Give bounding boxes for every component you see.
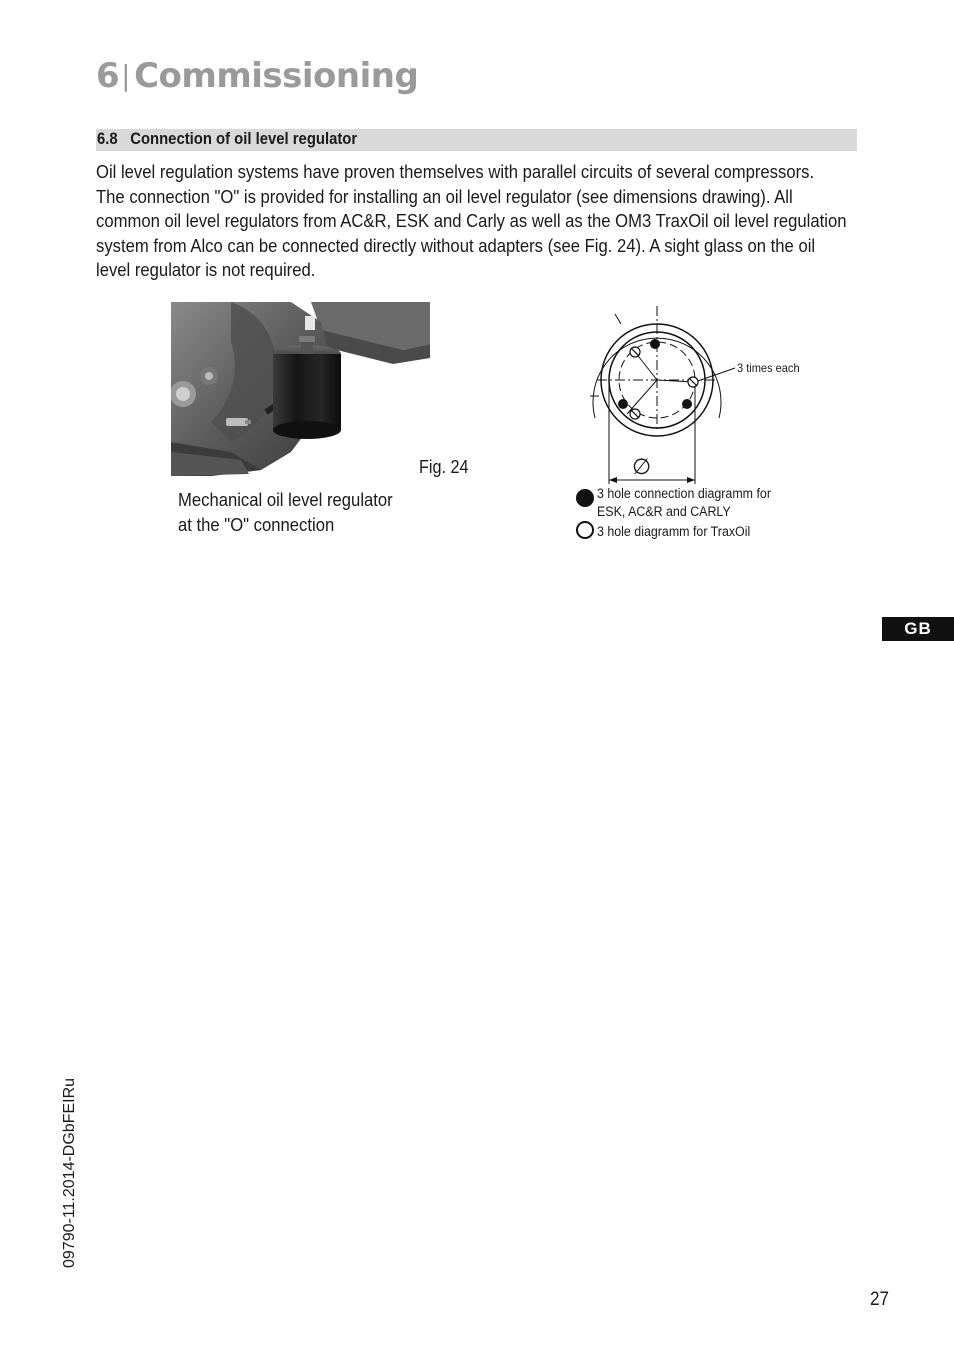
open-circle-icon xyxy=(576,521,594,539)
hole-pattern-diagram xyxy=(585,300,745,486)
document-code: 09790-11.2014-DGbFEIRu xyxy=(61,1077,78,1268)
paragraph-line: common oil level regulators from AC&R, ESK and Carly as well as the OM3 TraxOil oil level regulation xyxy=(96,210,847,232)
compressor-illustration xyxy=(171,302,430,476)
oil-regulator-photo xyxy=(171,302,430,476)
section-heading xyxy=(97,130,357,149)
legend-line: 3 hole connection diagramm for xyxy=(597,486,771,501)
figure-caption xyxy=(178,488,393,537)
paragraph-line: system from Alco can be connected directly without adapters (see Fig. 24). A sight glass on the oil xyxy=(96,234,816,256)
caption-line: at the "O" connection xyxy=(178,513,335,535)
chapter-separator: | xyxy=(121,59,131,92)
diameter-symbol: ∅ xyxy=(632,455,652,480)
chapter-number: 6 xyxy=(96,56,120,96)
legend-entry-filled xyxy=(597,485,771,521)
language-tab: GB xyxy=(882,617,954,641)
legend-entry-open xyxy=(597,523,750,541)
section-title: Connection of oil level regulator xyxy=(130,130,358,148)
caption-line: Mechanical oil level regulator xyxy=(178,489,393,510)
figure-label: Fig. 24 xyxy=(419,457,469,477)
section-number: 6.8 xyxy=(97,130,118,148)
legend-line: 3 hole diagramm for TraxOil xyxy=(597,524,751,539)
filled-circle-icon xyxy=(576,489,594,507)
paragraph-line: The connection "O" is provided for installing an oil level regulator (see dimensions drawing). All xyxy=(96,185,793,207)
body-paragraph xyxy=(96,160,859,283)
callout-label: 3 times each xyxy=(737,361,800,375)
chapter-name: Commissioning xyxy=(134,56,419,96)
paragraph-line: level regulator is not required. xyxy=(96,259,316,281)
legend-line: ESK, AC&R and CARLY xyxy=(597,504,731,519)
paragraph-line: Oil level regulation systems have proven themselves with parallel circuits of several compressors. xyxy=(96,161,815,182)
chapter-title xyxy=(96,56,418,96)
page-number: 27 xyxy=(870,1289,890,1310)
flange-drawing xyxy=(585,300,745,486)
